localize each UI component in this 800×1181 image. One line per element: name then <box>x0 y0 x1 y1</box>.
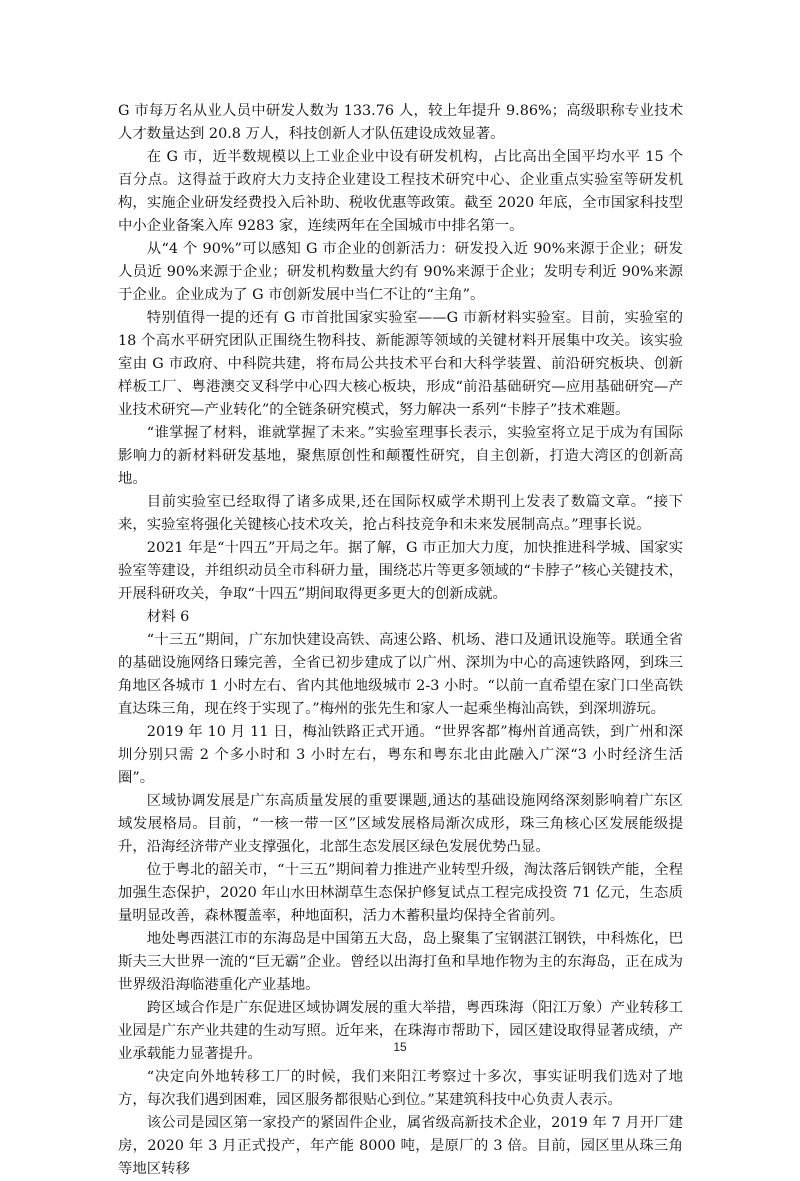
paragraph: “十三五”期间，广东加快建设高铁、高速公路、机场、港口及通讯设施等。联通全省的基础设施网络日臻完善，全省已初步建成了以广州、深圳为中心的高速铁路网，到珠三角地区各城市 1 小时左右、省内其他地级城市 2-3 小时。“以前一直希望在家门口坐高铁直达珠三角，现在终于实现了。”梅州的张先生和家人一起乘坐梅汕高铁，到深圳游玩。 <box>118 632 683 717</box>
section-heading: 材料 6 <box>146 609 190 625</box>
paragraph: 从“4 个 90%”可以感知 G 市企业的创新活力：研发投入近 90%来源于企业；研发人员近 90%来源于企业；研发机构数量大约有 90%来源于企业；发明专利近 90%来源于企业。企业成为了 G 市创新发展中当仁不让的“主角”。 <box>118 241 683 303</box>
paragraph: “决定向外地转移工厂的时候，我们来阳江考察过十多次，事实证明我们选对了地方，每次我们遇到困难，园区服务都很贴心到位。”某建筑科技中心负责人表示。 <box>118 1069 683 1108</box>
body-text <box>118 100 683 1181</box>
paragraph: 地处粤西湛江市的东海岛是中国第五大岛，岛上聚集了宝钢湛江钢铁，中科炼化，巴斯夫三大世界一流的“巨无霸”企业。曾经以出海打鱼和旱地作物为主的东海岛，正在成为世界级沿海临港重化产业基地。 <box>118 931 683 993</box>
paragraph: 特别值得一提的还有 G 市首批国家实验室——G 市新材料实验室。目前，实验室的 18 个高水平研究团队正围绕生物科技、新能源等领域的关键材料开展集中攻关。该实验室由 G 市政府、中科院共建，将布局公共技术平台和大科学装置、前沿研究板块、创新样板工厂、粤港澳交叉科学中心四大核心板块，形成“前沿基础研究—应用基础研究—产业技术研究—产业转化”的全链条研究模式，努力解决一系列“卡脖子”技术难题。 <box>118 310 683 418</box>
paragraph: 跨区域合作是广东促进区域协调发展的重大举措，粤西珠海（阳江万象）产业转移工业园是广东产业共建的生动写照。近年来，在珠海市帮助下，园区建设取得显著成绩，产业承载能力显著提升。 <box>118 1000 683 1062</box>
paragraph: 目前实验室已经取得了诸多成果,还在国际权威学术期刊上发表了数篇文章。“接下来，实验室将强化关键核心技术攻关，抢占科技竞争和未来发展制高点。”理事长说。 <box>118 494 683 533</box>
page-number: 15 <box>393 1040 407 1054</box>
paragraph: 2019 年 10 月 11 日，梅汕铁路正式开通。“世界客都”梅州首通高铁，到广州和深圳分别只需 2 个多小时和 3 小时左右，粤东和粤东北由此融入广深“3 小时经济生活圈”。 <box>118 724 683 786</box>
paragraph: 位于粤北的韶关市，“十三五”期间着力推进产业转型升级，淘汰落后钢铁产能，全程加强生态保护，2020 年山水田林湖草生态保护修复试点工程完成投资 71 亿元，生态质量明显改善，森林覆盖率，种地面积，活力木蓄积量均保持全省前列。 <box>118 862 683 924</box>
paragraph: 在 G 市，近半数规模以上工业企业中设有研发机构，占比高出全国平均水平 15 个百分点。这得益于政府大力支持企业建设工程技术研究中心、企业重点实验室等研发机构，实施企业研发经费投入后补助、税收优惠等政策。截至 2020 年底，全市国家科技型中小企业备案入库 9283 家，连续两年在全国城市中排名第一。 <box>118 149 683 234</box>
paragraph: 2021 年是“十四五”开局之年。据了解，G 市正加大力度，加快推进科学城、国家实验室等建设，并组织动员全市科研力量，围绕芯片等更多领域的“卡脖子”核心关键技术，开展科研攻关，争取“十四五”期间取得更多更大的创新成就。 <box>118 540 683 602</box>
paragraph: 该公司是园区第一家投产的紧固件企业，属省级高新技术企业，2019 年 7 月开厂建房，2020 年 3 月正式投产，年产能 8000 吨，是原厂的 3 倍。目前，园区里从珠三角等地区转移 <box>118 1115 683 1177</box>
paragraph: 区域协调发展是广东高质量发展的重要课题,通达的基础设施网络深刻影响着广东区域发展格局。目前，“一核一带一区”区域发展格局渐次成形，珠三角核心区发展能级提升，沿海经济带产业支撑强化，北部生态发展区绿色发展优势凸显。 <box>118 793 683 855</box>
paragraph: G 市每万名从业人员中研发人数为 133.76 人，较上年提升 9.86%；高级职称专业技术人才数量达到 20.8 万人，科技创新人才队伍建设成效显著。 <box>118 103 683 142</box>
paragraph: “谁掌握了材料，谁就掌握了未来。”实验室理事长表示，实验室将立足于成为有国际影响力的新材料研发基地，聚焦原创性和颠覆性研究，自主创新，打造大湾区的创新高地。 <box>118 425 683 487</box>
